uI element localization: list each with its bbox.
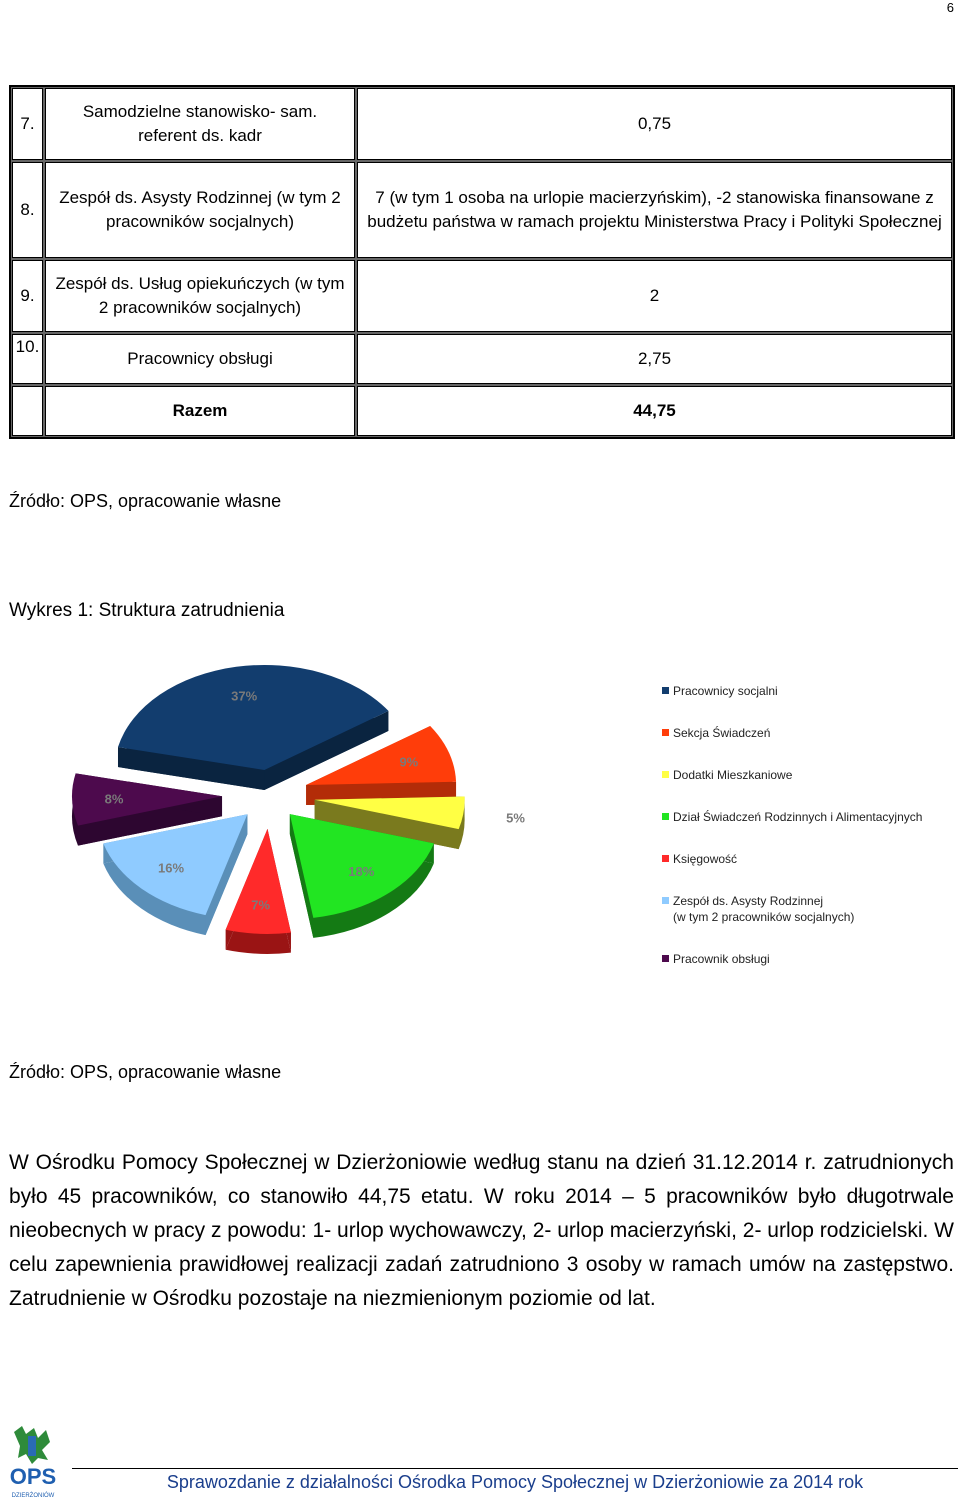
row-value: 7 (w tym 1 osoba na urlopie macierzyńskim), -2 stanowiska finansowane z budżetu państwa w ramach projektu Ministerstwa Pracy i Polityki Społecznej <box>357 162 952 258</box>
legend-item <box>662 951 770 967</box>
pie-data-label: 5% <box>506 810 525 826</box>
legend-item <box>662 851 737 867</box>
ops-logo <box>8 1424 58 1500</box>
pie-data-label: 18% <box>348 863 375 879</box>
row-number: 8. <box>12 162 43 258</box>
chart-source: Źródło: OPS, opracowanie własne <box>9 1062 282 1082</box>
footer-divider <box>72 1468 958 1469</box>
legend-item <box>662 809 922 825</box>
table-row <box>12 88 952 160</box>
logo-text: OPS <box>9 1464 57 1489</box>
legend-item <box>662 683 778 699</box>
table-row <box>12 162 952 258</box>
legend-swatch <box>662 771 669 778</box>
legend-label: Sekcja Świadczeń <box>673 726 771 740</box>
legend-item <box>662 725 770 741</box>
legend-swatch <box>662 897 669 904</box>
legend-swatch <box>662 687 669 694</box>
legend-swatch <box>662 855 669 862</box>
total-number <box>12 386 43 436</box>
pie-data-label: 9% <box>399 754 419 770</box>
legend-label: Pracownicy socjalni <box>673 684 778 698</box>
row-number: 9. <box>12 260 43 332</box>
legend-label: Pracownik obsługi <box>673 952 770 966</box>
total-label: Razem <box>45 386 355 436</box>
pie-data-label: 16% <box>157 860 185 876</box>
row-name: Zespół ds. Usług opiekuńczych (w tym 2 pracowników socjalnych) <box>45 260 355 332</box>
logo-subtext: DZIERŻONIÓW <box>11 1493 55 1499</box>
legend-item <box>662 893 854 925</box>
legend-swatch <box>662 955 669 962</box>
body-paragraph: W Ośrodku Pomocy Społecznej w Dzierżoniowie według stanu na dzień 31.12.2014 r. zatrudnionych było 45 pracowników, co stanowiło 44,75 etatu. W roku 2014 – 5 pracowników było długotrwale nieobecnych w pracy z powodu: 1- urlop wychowawczy, 2- urlop macierzyński, 2- urlop rodzicielski. W celu zapewnienia prawidłowej realizacji zadań zatrudniono 3 osoby w ramach umów na zastępstwo. Zatrudnienie w Ośrodku pozostaje na niezmienionym poziomie od lat. <box>9 1151 954 1310</box>
legend-label: Dział Świadczeń Rodzinnych i Alimentacyjnych <box>673 810 923 824</box>
table-row <box>12 260 952 332</box>
chart-caption: Wykres 1: Struktura zatrudnienia <box>9 600 285 621</box>
row-name: Samodzielne stanowisko- sam. referent ds. kadr <box>45 88 355 160</box>
legend-label: Księgowość <box>673 852 738 866</box>
row-value: 2,75 <box>357 334 952 384</box>
legend-swatch <box>662 813 669 820</box>
pie-data-label: 7% <box>251 897 271 913</box>
pie-data-label: 8% <box>104 791 124 807</box>
pie-data-label: 37% <box>231 688 258 704</box>
legend-item <box>662 767 792 783</box>
pie-chart <box>0 660 640 960</box>
page-number: 6 <box>946 0 954 15</box>
legend-swatch <box>662 729 669 736</box>
total-value: 44,75 <box>357 386 952 436</box>
table-total-row <box>12 386 952 436</box>
row-name: Zespół ds. Asysty Rodzinnej (w tym 2 pracowników socjalnych) <box>45 162 355 258</box>
row-value: 2 <box>357 260 952 332</box>
legend-label: Zespół ds. Asysty Rodzinnej (w tym 2 pracowników socjalnych) <box>673 894 855 924</box>
footer-text: Sprawozdanie z działalności Ośrodka Pomocy Społecznej w Dzierżoniowie za 2014 rok <box>166 1472 864 1492</box>
table-row <box>12 334 952 384</box>
staff-table <box>9 85 955 439</box>
row-number: 10. <box>12 334 43 384</box>
table-source: Źródło: OPS, opracowanie własne <box>9 491 282 511</box>
row-value: 0,75 <box>357 88 952 160</box>
legend-label: Dodatki Mieszkaniowe <box>673 768 793 782</box>
row-number: 7. <box>12 88 43 160</box>
row-name: Pracownicy obsługi <box>45 334 355 384</box>
